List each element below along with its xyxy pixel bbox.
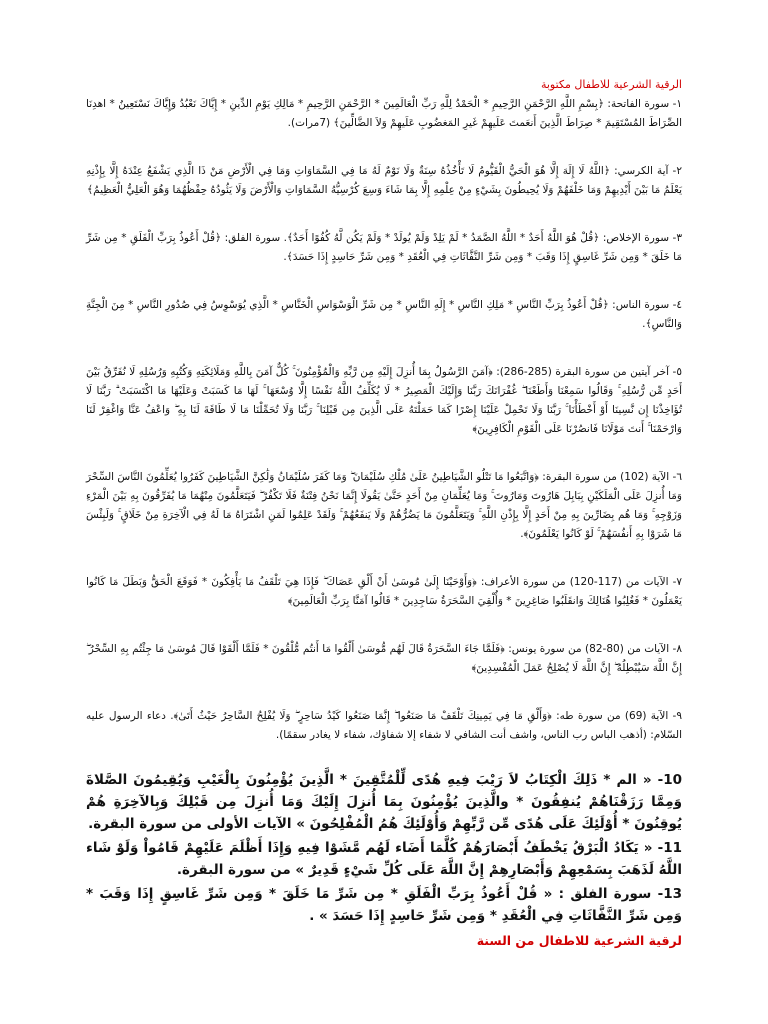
paragraph-3: ٣- سورة الإخلاص: ﴿قُلْ هُوَ اللَّهُ أَحَدٌ * اللَّهُ الصَّمَدُ * لَمْ يَلِدْ وَلَمْ يُولَدْ * وَلَمْ يَكُن لَّهُ كُفُوًا أَحَدٌ﴾. سورة الفلق: ﴿قُلْ أَعُوذُ بِرَبِّ الْفَلَقِ * مِن شَرِّ مَا خَلَقَ * وَمِن شَرِّ غَاسِقٍ إِذَا وَقَبَ * وَمِن شَرِّ النَّفَّاثَاتِ فِي الْعُقَدِ * وَمِن شَرِّ حَاسِدٍ إِذَا حَسَدَ﴾. bbox=[86, 232, 682, 263]
paragraph-1: ١- سورة الفاتحة: ﴿بِسْمِ اللَّهِ الرَّحْمَنِ الرَّحِيمِ * الْحَمْدُ لِلَّهِ رَبِّ الْعَالَمِينَ * الرَّحْمَنِ الرَّحِيمِ * مَالِكِ يَوْمِ الدِّينِ * إِيَّاكَ نَعْبُدُ وَإِيَّاكَ نَسْتَعِينُ * اهدِنَا الصِّرَاطَ المُسْتَقِيمَ * صِرَاطَ الَّذِينَ أَنعَمتَ عَلَيهِمْ غَيرِ المَغضُوبِ عَلَيهِمْ وَلاَ الضَّالِّينَ﴾ (7مرات). bbox=[86, 98, 682, 129]
paragraph-11: 11- « يَكَادُ الْبَرْقُ يَخْطَفُ أَبْصَارَهُمْ كُلَّمَا أَضَاء لَهُم مَّشَوْا فِيهِ وَإِذَا أَظْلَمَ عَلَيْهِمْ قَامُواْ وَلَوْ شَاء اللَّهُ لَذَهَبَ بِسَمْعِهِمْ وَأَبْصَارِهِمْ إِنَّ اللَّهَ عَلَى كُلِّ شَيْءٍ قَدِيرٌ » من سورة البقرة. bbox=[86, 840, 682, 878]
paragraph-4: ٤- سورة الناس: ﴿قُلْ أَعُوذُ بِرَبِّ النَّاسِ * مَلِكِ النَّاسِ * إِلَهِ النَّاسِ * مِن شَرِّ الْوَسْوَاسِ الْخَنَّاسِ * الَّذِي يُوَسْوِسُ فِي صُدُورِ النَّاسِ * مِنَ الْجِنَّةِ وَالنَّاسِ﴾. bbox=[86, 299, 682, 330]
paragraph-6: ٦- الآية (102) من سورة البقرة: ﴿وَاتَّبَعُوا مَا تَتْلُو الشَّيَاطِينُ عَلَىٰ مُلْكِ سُلَيْمَانَ ۖ وَمَا كَفَرَ سُلَيْمَانُ وَلَٰكِنَّ الشَّيَاطِينَ كَفَرُوا يُعَلِّمُونَ النَّاسَ السِّحْرَ وَمَا أُنزِلَ عَلَى الْمَلَكَيْنِ بِبَابِلَ هَارُوتَ وَمَارُوتَ ۚ وَمَا يُعَلِّمَانِ مِنْ أَحَدٍ حَتَّىٰ يَقُولَا إِنَّمَا نَحْنُ فِتْنَةٌ فَلَا تَكْفُرْ ۖ فَيَتَعَلَّمُونَ مِنْهُمَا مَا يُفَرِّقُونَ بِهِ بَيْنَ الْمَرْءِ وَزَوْجِهِ ۚ وَمَا هُم بِضَارِّينَ بِهِ مِنْ أَحَدٍ إِلَّا بِإِذْنِ اللَّهِ ۚ وَيَتَعَلَّمُونَ مَا يَضُرُّهُمْ وَلَا يَنفَعُهُمْ ۚ وَلَقَدْ عَلِمُوا لَمَنِ اشْتَرَاهُ مَا لَهُ فِي الْآخِرَةِ مِنْ خَلَاقٍ ۚ وَلَبِئْسَ مَا شَرَوْا بِهِ أَنفُسَهُمْ ۚ لَوْ كَانُوا يَعْلَمُونَ﴾. bbox=[86, 471, 682, 540]
paragraph-2: ٢- آية الكرسي: ﴿اللَّهُ لَا إِلَهَ إِلَّا هُوَ الْحَيُّ الْقَيُّومُ لَا تَأْخُذُهُ سِنَةٌ وَلَا نَوْمٌ لَهُ مَا فِي السَّمَاوَاتِ وَمَا فِي الْأَرْضِ مَنْ ذَا الَّذِي يَشْفَعُ عِنْدَهُ إِلَّا بِإِذْنِهِ يَعْلَمُ مَا بَيْنَ أَيْدِيهِمْ وَمَا خَلْفَهُمْ وَلَا يُحِيطُونَ بِشَيْءٍ مِنْ عِلْمِهِ إِلَّا بِمَا شَاءَ وَسِعَ كُرْسِيُّهُ السَّمَاوَاتِ وَالْأَرْضَ وَلَا يَئُودُهُ حِفْظُهُمَا وَهُوَ الْعَلِيُّ الْعَظِيمُ﴾ bbox=[86, 165, 682, 196]
footer-title: لرقية الشرعية للاطفال من السنة bbox=[476, 933, 682, 948]
paragraph-8: ٨- الآيات من (80-82) من سورة يونس: ﴿فَلَمَّا جَاءَ السَّحَرَةُ قَالَ لَهُم مُّوسَىٰ أَلْقُوا مَا أَنتُم مُّلْقُونَ * فَلَمَّا أَلْقَوْا قَالَ مُوسَىٰ مَا جِئْتُم بِهِ السِّحْرُ ۖ إِنَّ اللَّهَ سَيُبْطِلُهُ ۖ إِنَّ اللَّهَ لَا يُصْلِحُ عَمَلَ الْمُفْسِدِينَ﴾ bbox=[86, 643, 682, 674]
paragraph-10: 10- « الم * ذَلِكَ الْكِتَابُ لاَ رَيْبَ فِيهِ هُدًى لِّلْمُتَّقِينَ * الَّذِينَ يُؤْمِنُونَ بِالْغَيْبِ وَيُقِيمُونَ الصَّلاةَ وَمِمَّا رَزَقْنَاهُمْ يُنفِقُونَ * والَّذِينَ يُؤْمِنُونَ بِمَا أُنزِلَ إِلَيْكَ وَمَا أُنزِلَ مِن قَبْلِكَ وَبِالآخِرَةِ هُمْ يُوقِنُونَ * أُوْلَئِكَ عَلَى هُدًى مِّن رَّبِّهِمْ وَأُوْلَئِكَ هُمُ الْمُفْلِحُونَ » الآيات الأولى من سورة البقرة. bbox=[86, 772, 682, 832]
paragraph-13: 13- سورة الفلق : « قُلْ أَعُوذُ بِرَبِّ الْفَلَقِ * مِن شَرِّ مَا خَلَقَ * وَمِن شَرِّ غَاسِقٍ إِذَا وَقَبَ * وَمِن شَرِّ النَّفَّاثَاتِ فِي الْعُقَدِ * وَمِن شَرِّ حَاسِدٍ إِذَا حَسَدَ » . bbox=[86, 886, 682, 924]
paragraph-9: ٩- الآية (69) من سورة طه: ﴿وَأَلْقِ مَا فِي يَمِينِكَ تَلْقَفْ مَا صَنَعُوا ۖ إِنَّمَا صَنَعُوا كَيْدُ سَاحِرٍ ۖ وَلَا يُفْلِحُ السَّاحِرُ حَيْثُ أَتَىٰ﴾. دعاء الرسول عليه السّلام: (أذهب الباس رب الناس، واشف أنت الشافي لا شفاء إلا شفاؤك، شفاء لا يغادر سقمًا). bbox=[86, 710, 682, 741]
document-title: الرقية الشرعية للاطفال مكتوبة bbox=[540, 78, 682, 91]
paragraph-7: ٧- الآيات من (117-120) من سورة الأعراف: ﴿وَأَوْحَيْنَا إِلَىٰ مُوسَىٰ أَنْ أَلْقِ عَصَاكَ ۖ فَإِذَا هِيَ تَلْقَفُ مَا يَأْفِكُونَ * فَوَقَعَ الْحَقُّ وَبَطَلَ مَا كَانُوا يَعْمَلُونَ * فَغُلِبُوا هُنَالِكَ وَانقَلَبُوا صَاغِرِينَ * وَأُلْقِيَ السَّحَرَةُ سَاجِدِينَ * قَالُوا آمَنَّا بِرَبِّ الْعَالَمِينَ﴾ bbox=[86, 576, 682, 607]
paragraph-5: ٥- آخر آيتين من سورة البقرة (285-286): ﴿آمَنَ الرَّسُولُ بِمَا أُنزِلَ إِلَيْهِ مِن رَّبِّهِ وَالْمُؤْمِنُونَ ۚ كُلٌّ آمَنَ بِاللَّهِ وَمَلَائِكَتِهِ وَكُتُبِهِ وَرُسُلِهِ لَا نُفَرِّقُ بَيْنَ أَحَدٍ مِّن رُّسُلِهِ ۚ وَقَالُوا سَمِعْنَا وَأَطَعْنَا ۖ غُفْرَانَكَ رَبَّنَا وَإِلَيْكَ الْمَصِيرُ * لَا يُكَلِّفُ اللَّهُ نَفْسًا إِلَّا وُسْعَهَا ۚ لَهَا مَا كَسَبَتْ وَعَلَيْهَا مَا اكْتَسَبَتْ ۗ رَبَّنَا لَا تُؤَاخِذْنَا إِن نَّسِينَا أَوْ أَخْطَأْنَا ۚ رَبَّنَا وَلَا تَحْمِلْ عَلَيْنَا إِصْرًا كَمَا حَمَلْتَهُ عَلَى الَّذِينَ مِن قَبْلِنَا ۚ رَبَّنَا وَلَا تُحَمِّلْنَا مَا لَا طَاقَةَ لَنَا بِهِ ۖ وَاعْفُ عَنَّا وَاغْفِرْ لَنَا وَارْحَمْنَا ۚ أَنتَ مَوْلَانَا فَانصُرْنَا عَلَى الْقَوْمِ الْكَافِرِينَ﴾ bbox=[86, 366, 682, 435]
